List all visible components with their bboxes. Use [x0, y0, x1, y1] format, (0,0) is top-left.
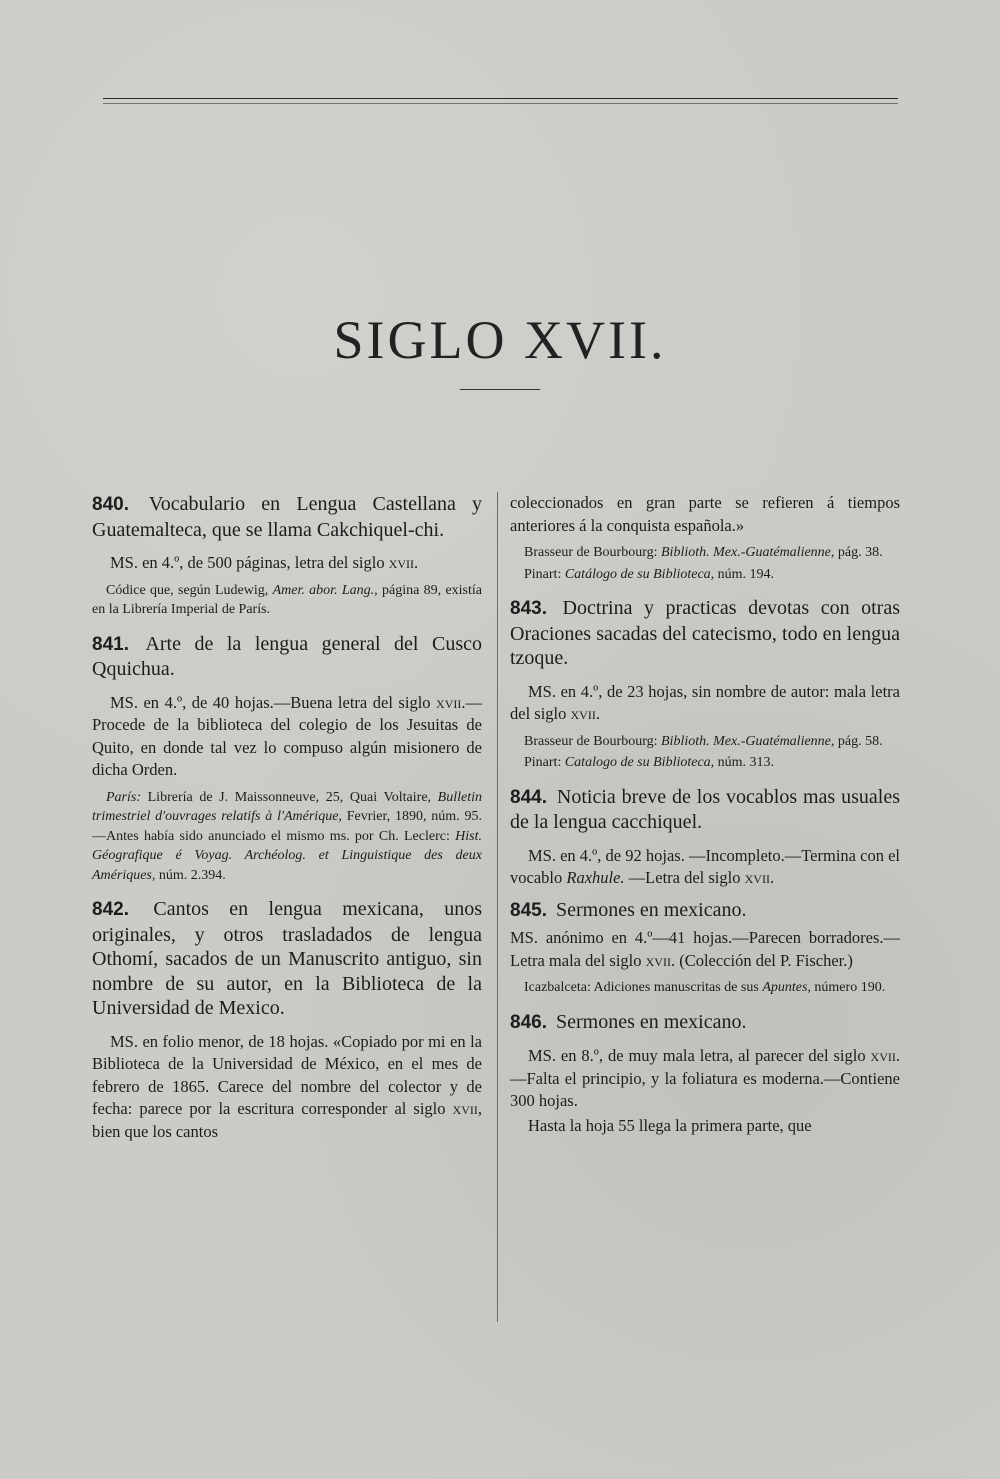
- entry-description-continued: coleccionados en gran parte se refieren á tiempos anteriores á la conquista española.»: [510, 493, 900, 535]
- note-text: Librería de J. Maissonneuve, 25, Quai Voltaire,: [141, 789, 438, 805]
- entry-title-text: Sermones en mexicano.: [555, 1010, 747, 1033]
- note-citation: París:: [106, 789, 141, 805]
- entry-title-text: Vocabulario en Lengua Castellana y Guatemalteca, que se llama Cakchiquel-chi.: [92, 493, 483, 541]
- entry-title: [510, 596, 900, 671]
- entry-844: [510, 785, 900, 890]
- entry-842: [92, 897, 482, 1143]
- entry-title: [510, 898, 900, 924]
- entry-842-continued: [510, 492, 900, 584]
- entry-description: MS. en 4.º, de 500 páginas, letra del siglo xvii.: [110, 553, 419, 572]
- note-text: Pinart:: [524, 755, 565, 770]
- note-citation: Apuntes,: [762, 980, 811, 995]
- entry-description: MS. en folio menor, de 18 hojas. «Copiado por mi en la Biblioteca de la Universidad de México, en el mes de febrero de 1865. Carece del nombre del colector y de fecha: parece por la escritura corresponder al siglo xvii, bien que los cantos: [92, 1031, 482, 1141]
- entry-note: [92, 581, 482, 620]
- entry-title-text: Sermones en mexicano.: [555, 898, 747, 921]
- entry-number: 842.: [92, 899, 129, 920]
- entry-title-text: Doctrina y practicas devotas con otras Oraciones sacadas del catecismo, todo en lengua tzoque.: [510, 597, 901, 669]
- header-rule: [103, 98, 898, 99]
- entry-description: MS. en 4.º, de 40 hojas.—Buena letra del siglo xvii.—Procede de la biblioteca del colegio de los Jesuitas de Quito, en donde tal vez lo compuso algún misionero de dicha Orden.: [92, 692, 482, 779]
- entry-note: [510, 978, 900, 998]
- description-text: MS. en 4.º, de 92 hojas. —Incompleto.—Termina con el vocablo: [510, 845, 900, 887]
- entry-number: 846.: [510, 1011, 547, 1033]
- entry-843: [510, 596, 900, 773]
- entry-title: [92, 632, 482, 682]
- entry-841: [92, 632, 482, 886]
- note-text: Icazbalceta: Adiciones manuscritas de sus: [524, 980, 763, 995]
- note-citation: Hist. Géografique é Voyag. Archéolog. et Linguistique des deux Amériques,: [92, 828, 482, 883]
- entry-description: [510, 845, 900, 890]
- column-divider: [497, 492, 498, 1322]
- note-text: Pinart:: [524, 566, 565, 582]
- entry-description: MS. anónimo en 4.º—41 hojas.—Parecen borradores.—Letra mala del siglo xvii. (Colección del P. Fischer.): [510, 928, 900, 970]
- entry-number: 841.: [92, 633, 129, 655]
- entry-note: [510, 732, 900, 752]
- note-text: , página 89, existía en la Librería Imperial de París.: [92, 582, 482, 617]
- entry-note: [510, 565, 900, 585]
- note-citation: Biblioth. Mex.-Guatémalienne,: [661, 545, 835, 560]
- entry-title: [92, 897, 482, 1021]
- section-title: SIGLO XVII.: [333, 310, 667, 370]
- description-italic: Raxhule.: [566, 868, 625, 887]
- note-citation: Bulletin trimestriel d'ouvrages relatifs à l'Amérique,: [92, 789, 482, 824]
- entry-number: 840.: [92, 494, 129, 515]
- note-text: pág. 38.: [834, 545, 883, 560]
- entry-title: [510, 785, 900, 835]
- note-citation: Biblioth. Mex.-Guatémalienne,: [661, 733, 835, 749]
- entry-title-text: Arte de la lengua general del Cusco Qquichua.: [92, 632, 482, 680]
- entry-number: 845.: [510, 899, 547, 921]
- note-text: núm. 194.: [714, 566, 775, 582]
- entry-number: 844.: [510, 786, 547, 808]
- entry-840: [92, 492, 482, 620]
- entry-title: [510, 1010, 900, 1036]
- note-citation: Catalogo de su Biblioteca,: [564, 755, 715, 770]
- note-text: pág. 58.: [834, 733, 883, 749]
- entry-description: MS. en 4.º, de 23 hojas, sin nombre de autor: mala letra del siglo xvii.: [510, 681, 900, 723]
- entry-number: 843.: [510, 598, 547, 619]
- entry-title: [92, 492, 482, 542]
- entry-note: [510, 543, 900, 563]
- entry-title-text: Cantos en lengua mexicana, unos originales, y otros trasladados de lengua Othomí, sacados de un Manuscrito antiguo, sin nombre de su autor, en la Biblioteca de la Universidad de Mexico.: [92, 898, 482, 1019]
- description-text: —Letra del siglo xvii.: [624, 868, 775, 887]
- note-text: número 190.: [810, 980, 886, 995]
- title-rule: [460, 389, 540, 390]
- left-column: [92, 492, 482, 1151]
- entry-845: [510, 898, 900, 998]
- entry-note: [92, 788, 482, 886]
- note-text: Brasseur de Bourbourg:: [524, 733, 661, 749]
- note-citation: Amer. abor. Lang.: [272, 582, 375, 598]
- note-text: Códice que, según Ludewig,: [106, 582, 273, 598]
- note-text: Brasseur de Bourbourg:: [524, 545, 661, 560]
- entry-description: Hasta la hoja 55 llega la primera parte, que: [528, 1115, 812, 1135]
- note-text: núm. 313.: [714, 755, 775, 770]
- entry-title-text: Noticia breve de los vocablos mas usuales de la lengua cacchiquel.: [510, 785, 901, 833]
- entry-description: MS. en 8.º, de muy mala letra, al parecer del siglo xvii.—Falta el principio, y la foliatura es moderna.—Contiene 300 hojas.: [510, 1046, 900, 1110]
- note-text: núm. 2.394.: [155, 867, 226, 883]
- right-column: [510, 492, 900, 1145]
- note-citation: Catálogo de su Biblioteca,: [564, 566, 715, 582]
- note-text: Fevrier, 1890, núm. 95. —Antes había sido anunciado el mismo ms. por Ch. Leclerc:: [92, 809, 482, 844]
- entry-note: [510, 753, 900, 773]
- entry-846: [510, 1010, 900, 1138]
